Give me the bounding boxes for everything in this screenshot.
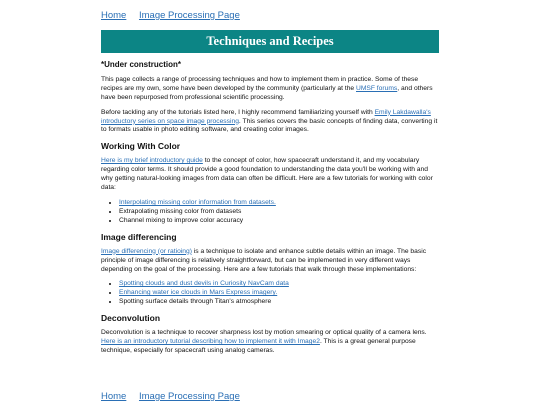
list-item: • Extrapolating missing color from datasets: [119, 208, 439, 217]
deconvolution-text-a: Deconvolution is a technique to recover sharpness lost by motion smearing or optical quality of a camera lens.: [101, 329, 427, 337]
intro-p1-text-b: , and others have been repurposed from professional scientific processing.: [101, 84, 433, 101]
top-nav: [101, 10, 250, 21]
list-item: • Channel mixing to improve color accuracy: [119, 217, 439, 226]
color-tutorial-list: [101, 199, 439, 226]
section-heading-differencing: Image differencing: [101, 231, 177, 242]
image-differencing-link[interactable]: Image differencing (or ratioing): [101, 247, 192, 255]
page-title-banner: [101, 30, 439, 53]
intro-p2-text-b: . This series covers the basic concepts of finding data, converting it to formats usable in photo editing software, and creating color images.: [101, 117, 438, 134]
differencing-tutorial-list: [101, 280, 439, 307]
color-guide-link[interactable]: Here is my brief introductory guide: [101, 157, 203, 165]
under-construction-note: *Under construction*: [101, 60, 182, 69]
bottom-nav: [101, 391, 250, 402]
differencing-paragraph-text: is a technique to isolate and enhance subtle details within an image. The basic principle of image differencing is relatively straightforward, but can be implemented in very different ways depending on the goal of the processing. Here are a few tutorials that walk through these implementations:: [101, 247, 427, 273]
list-item: • Spotting surface details through Titan's atmosphere: [119, 298, 439, 307]
intro-p2-text-a: Before tackling any of the tutorials listed here, I highly recommend familiarizing yourself with: [101, 108, 375, 116]
mars-express-link[interactable]: Enhancing water ice clouds in Mars Express imagery.: [119, 289, 278, 297]
deconvolution-tutorial-link[interactable]: Here is an introductory tutorial describing how to implement it with Image2: [101, 338, 320, 346]
intro-paragraph-1: [101, 76, 439, 103]
list-item: [119, 199, 439, 208]
main-content: [101, 61, 439, 362]
deconvolution-text-b: . This is a great general purpose technique, especially for spacecraft using analog cameras.: [101, 338, 416, 354]
lakdawalla-series-link[interactable]: Emily Lakdawalla's introductory series on space image processing: [101, 108, 431, 125]
section-heading-deconvolution: Deconvolution: [101, 313, 161, 324]
curiosity-navcam-link[interactable]: Spotting clouds and dust devils in Curiosity NavCam data: [119, 280, 289, 288]
deconvolution-paragraph: [101, 329, 439, 356]
differencing-paragraph: [101, 248, 439, 275]
image-processing-link-bottom[interactable]: Image Processing Page: [138, 391, 240, 402]
home-link[interactable]: Home: [101, 10, 127, 21]
list-item: [119, 280, 439, 289]
image-processing-link[interactable]: Image Processing Page: [138, 10, 240, 21]
interpolating-color-link[interactable]: Interpolating missing color information from datasets.: [119, 198, 276, 206]
list-item: [119, 289, 439, 298]
color-paragraph-text: to the concept of color, how spacecraft understand it, and my vocabulary regarding color terms. It should provide a good foundation to understanding the data you'll be working with and why getting natural-looking images from data can often be difficult. Here are a few tutorials for working with color data:: [101, 157, 433, 192]
intro-p1-text-a: This page collects a range of processing techniques and how to implement them in practice. Some of these recipes are my own, some have been developed by the community (particularly at the: [101, 75, 419, 92]
intro-paragraph-2: [101, 109, 439, 136]
color-paragraph: [101, 157, 439, 193]
section-heading-color: Working With Color: [101, 141, 181, 152]
page-title: Techniques and Recipes: [206, 34, 334, 48]
home-link-bottom[interactable]: Home: [101, 391, 127, 402]
umsf-forums-link[interactable]: UMSF forums: [356, 84, 398, 92]
